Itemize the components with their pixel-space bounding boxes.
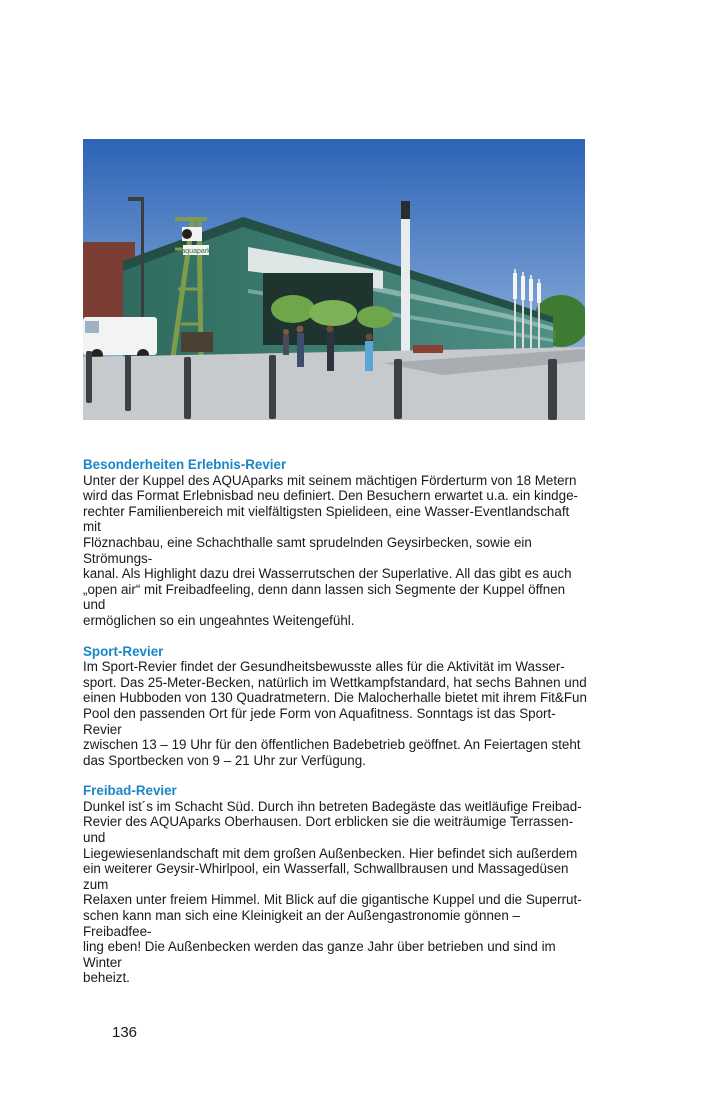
article-body (83, 457, 588, 1001)
section-sport-revier (83, 644, 588, 769)
page-number: 136 (112, 1024, 138, 1041)
section-heading: Besonderheiten Erlebnis-Revier (83, 457, 287, 472)
text-line: Flöznachbau, eine Schachthalle samt sprudelnden Geysirbecken, sowie ein Strömungs- (83, 534, 532, 566)
text-line: sport. Das 25-Meter-Becken, natürlich im Wettkampfstandard, hat sechs Bahnen und (83, 674, 587, 690)
tall-pole (401, 201, 410, 371)
text-line: zwischen 13 – 19 Uhr für den öffentlichen Badebetrieb geöffnet. An Feiertagen steht (83, 737, 581, 753)
section-heading: Freibad-Revier (83, 783, 177, 799)
text-line: beheizt. (83, 970, 130, 986)
text-line: Dunkel ist´s im Schacht Süd. Durch ihn betreten Badegäste das weitläufige Freibad- (83, 798, 582, 814)
text-line: Im Sport-Revier findet der Gesundheitsbewusste alles für die Aktivität im Wasser- (83, 659, 565, 675)
white-van (83, 317, 157, 361)
text-line: ein weiterer Geysir-Whirlpool, ein Wasserfall, Schwallbrausen und Massagedüsen zum (83, 861, 569, 892)
text-line: schen kann man sich eine Kleinigkeit an der Außengastronomie gönnen – Freibadfee- (83, 908, 520, 939)
section-paragraph (83, 473, 588, 629)
text-line: das Sportbecken von 9 – 21 Uhr zur Verfügung. (83, 752, 366, 768)
text-line: ling eben! Die Außenbecken werden das ganze Jahr über betrieben und sind im Winter (83, 939, 556, 970)
text-line: kanal. Als Highlight dazu drei Wasserrutschen der Superlative. All das gibt es auch (83, 566, 572, 582)
text-line: rechter Familienbereich mit vielfältigsten Spielideen, eine Wasser-Eventlandschaft mit (83, 503, 570, 535)
aquapark-photo (83, 139, 585, 420)
text-line: wird das Format Erlebnisbad neu definiert. Den Besuchern erwartet u.a. ein kindge- (83, 488, 578, 504)
text-line: Pool den passenden Ort für jede Form von Aquafitness. Sonntags ist das Sport-Revier (83, 705, 556, 737)
text-line: Revier des AQUAparks Oberhausen. Dort erblicken sie die weiträumige Terrassen- und (83, 814, 574, 846)
tower-sign: aquapark (181, 248, 211, 255)
text-line: Relaxen unter freiem Himmel. Mit Blick auf die gigantische Kuppel und die Superrut- (83, 892, 582, 908)
mine-cart (181, 332, 213, 352)
section-paragraph (83, 799, 588, 986)
text-line: „open air“ mit Freibadfeeling, denn dann lassen sich Segmente der Kuppel öffnen und (83, 581, 566, 613)
text-line: Unter der Kuppel des AQUAparks mit seinem mächtigen Förderturm von 18 Metern (83, 472, 577, 488)
photo-illustration (83, 139, 585, 420)
section-erlebnis-revier (83, 457, 588, 629)
text-line: ermöglichen so ein ungeahntes Weitengefühl. (83, 612, 355, 628)
text-line: Liegewiesenlandschaft mit dem großen Außenbecken. Hier befindet sich außerdem (83, 845, 578, 861)
section-paragraph (83, 659, 588, 768)
section-heading: Sport-Revier (83, 643, 164, 659)
section-freibad-revier (83, 783, 588, 986)
text-line: einen Hubboden von 130 Quadratmetern. Die Malocherhalle bietet mit ihrem Fit&Fun (83, 690, 587, 706)
